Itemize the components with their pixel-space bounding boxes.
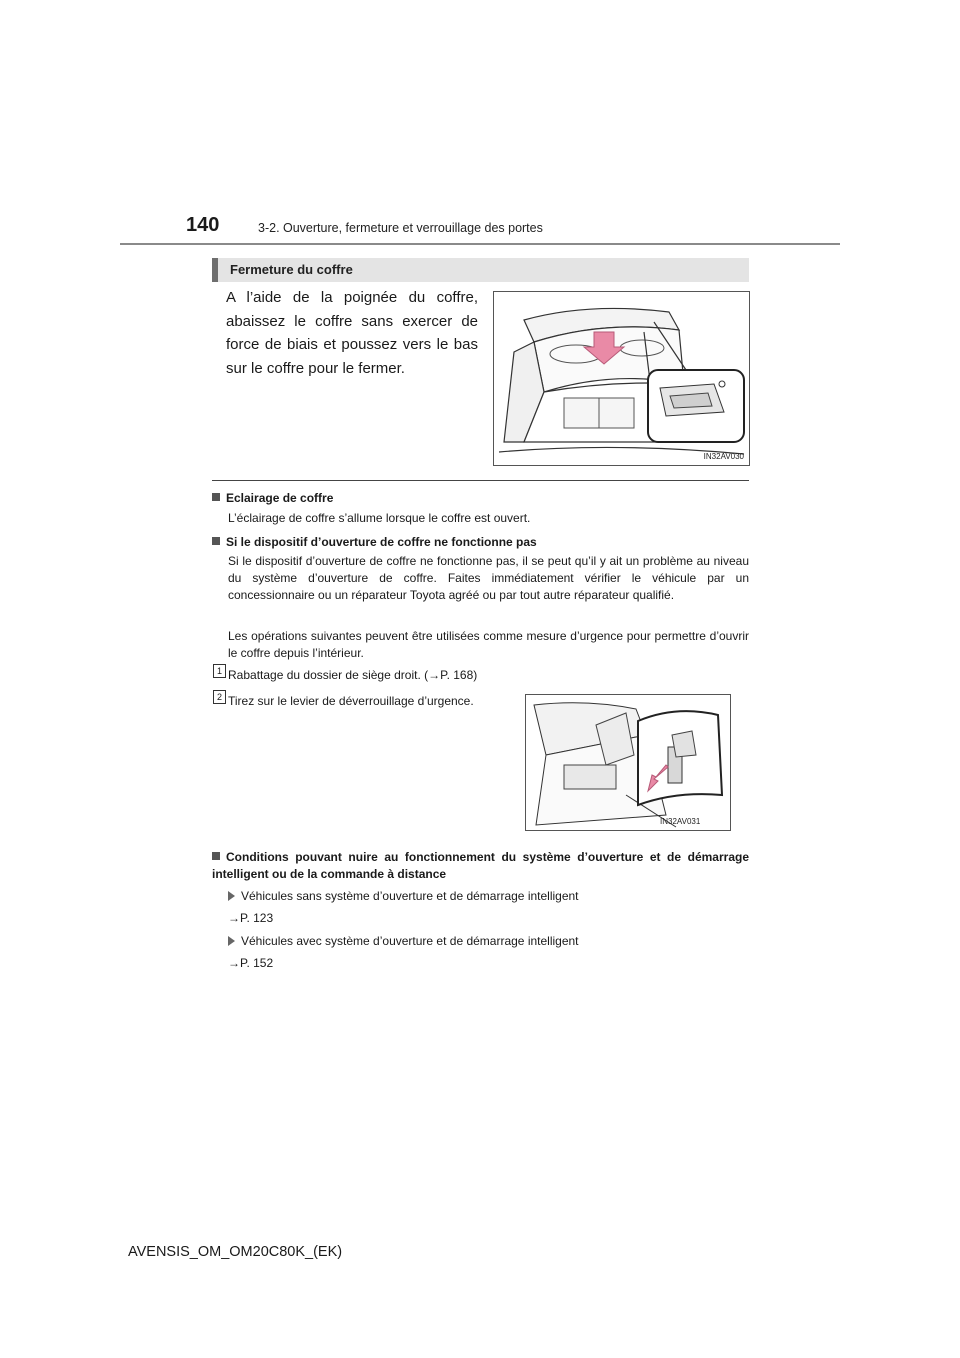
condition-ref-2: →P. 152 — [228, 956, 274, 970]
condition-ref-1: →P. 123 — [228, 911, 274, 925]
triangle-bullet-icon — [228, 891, 235, 901]
figure-code: IN32AV030 — [703, 452, 744, 461]
section-heading — [212, 258, 749, 282]
step-number-2: 2 — [213, 690, 226, 704]
bullet-square-icon — [212, 493, 220, 501]
bullet-square-icon — [212, 537, 220, 545]
section-divider — [212, 480, 749, 481]
page-number: 140 — [186, 214, 220, 236]
trunk-closing-figure — [493, 291, 750, 466]
intro-paragraph: A l’aide de la poignée du coffre, abaissez le coffre sans exercer de force de biais et poussez vers le bas sur le coffre pour le fermer. — [226, 289, 478, 377]
note-text-trunk-light: L’éclairage de coffre s’allume lorsque le coffre est ouvert. — [228, 511, 531, 525]
step-number-1: 1 — [213, 664, 226, 678]
trunk-illustration — [494, 292, 749, 465]
triangle-bullet-icon — [228, 936, 235, 946]
step-text-2: Tirez sur le levier de déverrouillage d’urgence. — [228, 694, 474, 708]
note-title-conditions: Conditions pouvant nuire au fonctionnement du système d’ouverture et de démarrage intelligent ou de la commande à distance — [212, 850, 749, 881]
condition-item-1: Véhicules sans système d’ouverture et de démarrage intelligent — [228, 888, 579, 905]
note-text-emergency: Les opérations suivantes peuvent être utilisées comme mesure d’urgence pour permettre d’ouvrir le coffre depuis l’intérieur. — [228, 629, 749, 660]
header-rule — [120, 243, 840, 245]
note-title-trunk-light: Eclairage de coffre — [212, 490, 333, 507]
emergency-lever-figure — [525, 694, 731, 831]
chapter-title: 3-2. Ouverture, fermeture et verrouillage des portes — [258, 221, 543, 235]
note-title-opener-failure: Si le dispositif d’ouverture de coffre ne fonctionne pas — [212, 534, 537, 551]
section-title: Fermeture du coffre — [230, 262, 353, 277]
figure-code: IN32AV031 — [660, 817, 701, 826]
bullet-square-icon — [212, 852, 220, 860]
document-code: AVENSIS_OM_OM20C80K_(EK) — [128, 1244, 343, 1260]
emergency-lever-illustration — [526, 695, 730, 830]
note-text-opener-failure: Si le dispositif d’ouverture de coffre ne fonctionne pas, il se peut qu’il y ait un problème au niveau du système d’ouverture de coffre. Faites immédiatement vérifier le véhicule par un concessionnaire ou un réparateur Toyota agréé ou par tout autre réparateur qualifié. — [228, 554, 749, 602]
condition-item-2: Véhicules avec système d’ouverture et de démarrage intelligent — [228, 933, 579, 950]
step-text-1: Rabattage du dossier de siège droit. (→P. 168) — [228, 668, 478, 682]
